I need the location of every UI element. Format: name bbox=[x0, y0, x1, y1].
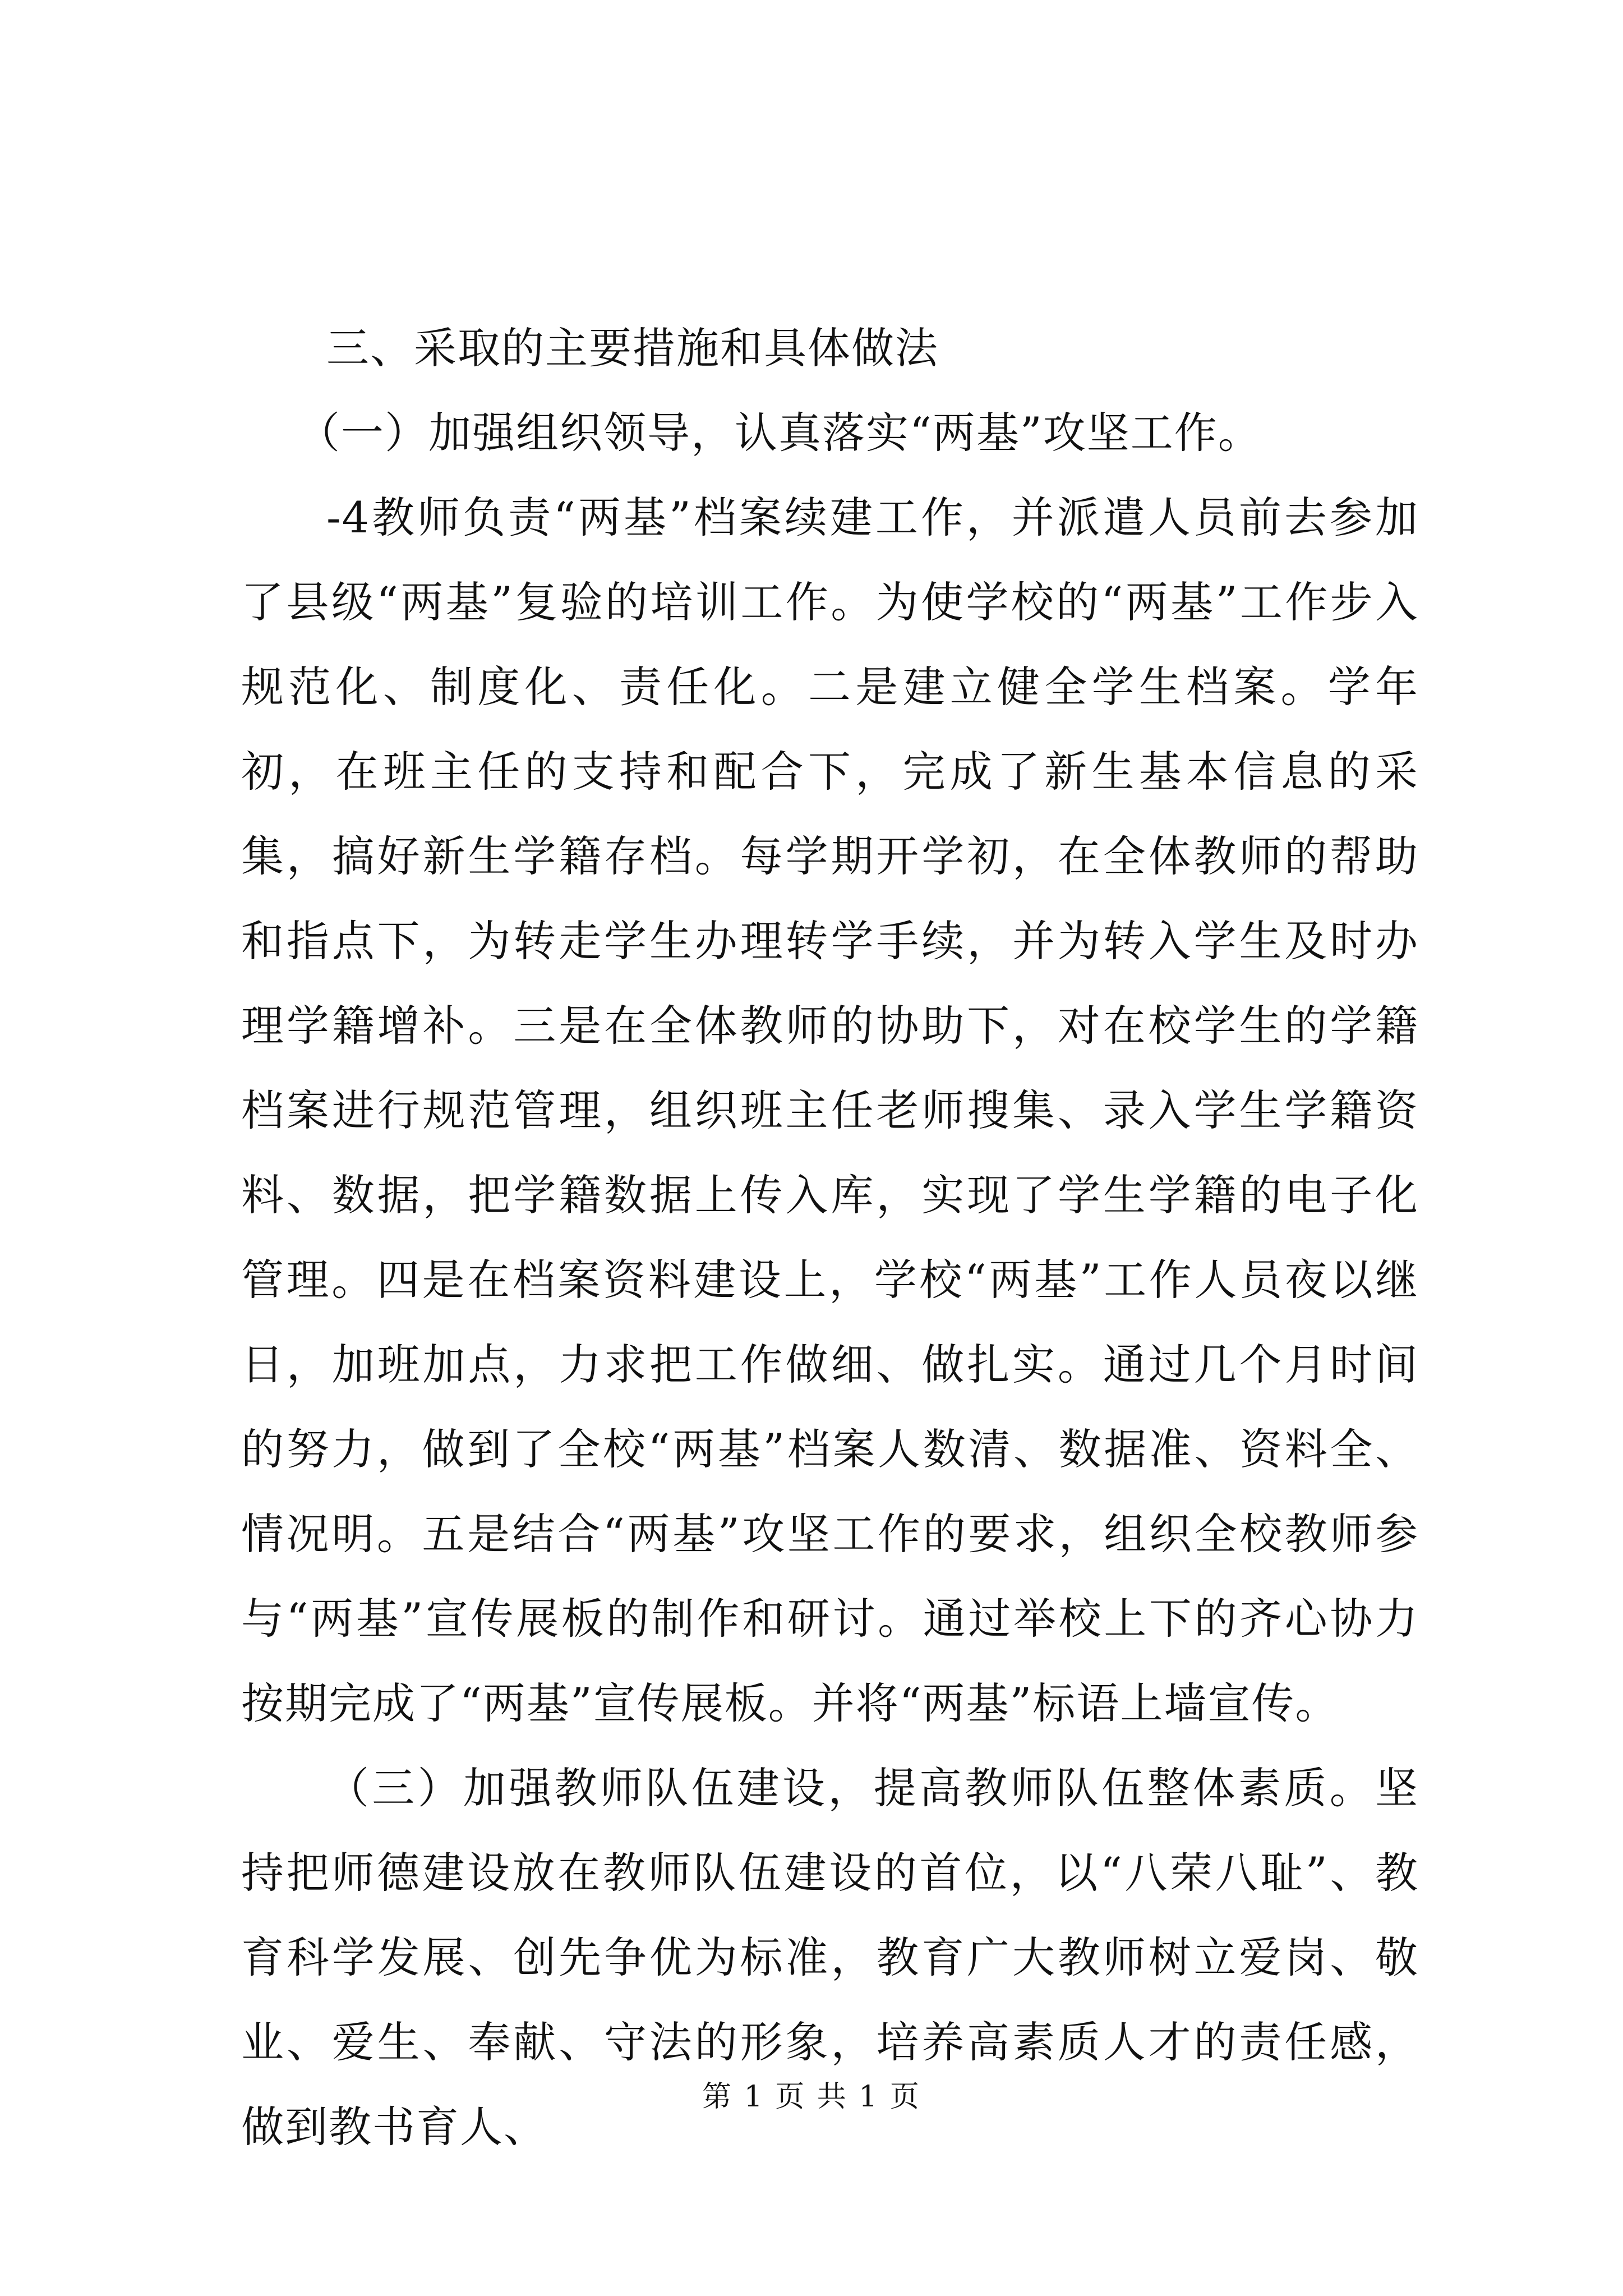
body-paragraph-2: （三）加强教师队伍建设，提高教师队伍整体素质。坚持把师德建设放在教师队伍建设的首位，以“八荣八耻”、教育科学发展、创先争优为标准，教育广大教师树立爱岗、敬业、爱生、奉献、守法的形象，培养高素质人才的责任感，做到教书育人、 bbox=[241, 1763, 1419, 2152]
section-heading: 三、采取的主要措施和具体做法 bbox=[326, 323, 939, 373]
page-number-footer: 第 1 页 共 1 页 bbox=[702, 2080, 921, 2114]
document-body bbox=[241, 306, 1419, 2169]
body-paragraph-1: -4教师负责“两基”档案续建工作，并派遣人员前去参加了县级“两基”复验的培训工作。为使学校的“两基”工作步入规范化、制度化、责任化。二是建立健全学生档案。学年初，在班主任的支持和配合下，完成了新生基本信息的采集，搞好新生学籍存档。每学期开学初，在全体教师的帮助和指点下，为转走学生办理转学手续，并为转入学生及时办理学籍增补。三是在全体教师的协助下，对在校学生的学籍档案进行规范管理，组织班主任老师搜集、录入学生学籍资料、数据，把学籍数据上传入库，实现了学生学籍的电子化管理。四是在档案资料建设上，学校“两基”工作人员夜以继日，加班加点，力求把工作做细、做扎实。通过几个月时间的努力，做到了全校“两基”档案人数清、数据准、资料全、情况明。五是结合“两基”攻坚工作的要求，组织全校教师参与“两基”宣传展板的制作和研讨。通过举校上下的齐心协力按期完成了“两基”宣传展板。并将“两基”标语上墙宣传。 bbox=[241, 493, 1419, 1728]
subsection-heading: （一）加强组织领导，认真落实“两基”攻坚工作。 bbox=[297, 408, 1262, 458]
